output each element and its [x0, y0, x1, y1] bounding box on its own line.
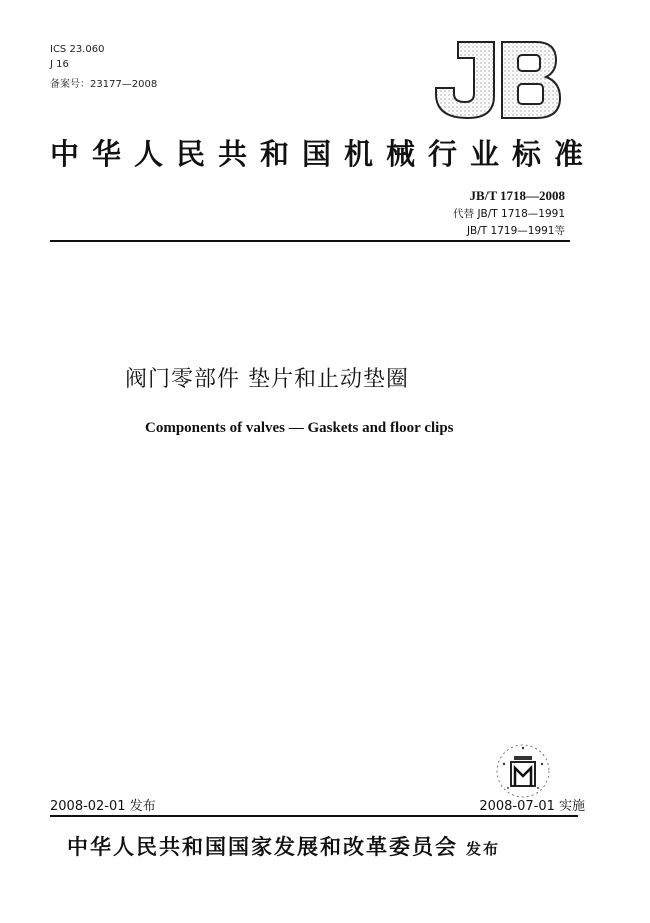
- ics-code: ICS 23.060: [50, 44, 105, 55]
- replaces-line-2: JB/T 1719—1991等: [466, 225, 565, 237]
- filing-number: 备案号：23177—2008: [50, 79, 158, 90]
- publisher-suffix: 发布: [466, 840, 501, 858]
- publisher-seal-icon: [494, 742, 552, 800]
- issue-date: 2008-02-01 发布: [50, 799, 156, 814]
- publisher: [67, 831, 500, 861]
- classification-code: J 16: [50, 59, 69, 70]
- publisher-name: 中华人民共和国国家发展和改革委员会: [67, 835, 458, 859]
- header-divider: [50, 240, 570, 242]
- standard-number: JB/T 1718—2008: [469, 188, 565, 203]
- footer-divider: [50, 815, 578, 817]
- document-title-chinese: 阀门零部件 垫片和止动垫圈: [125, 367, 409, 392]
- standard-category-title: 中华人民共和国机械行业标准: [50, 137, 597, 171]
- replaces-line-1: 代替 JB/T 1718—1991: [453, 208, 565, 220]
- jb-logo: [428, 38, 563, 123]
- implementation-date: 2008-07-01 实施: [479, 799, 585, 814]
- document-title-english: Components of valves — Gaskets and floor clips: [145, 420, 454, 436]
